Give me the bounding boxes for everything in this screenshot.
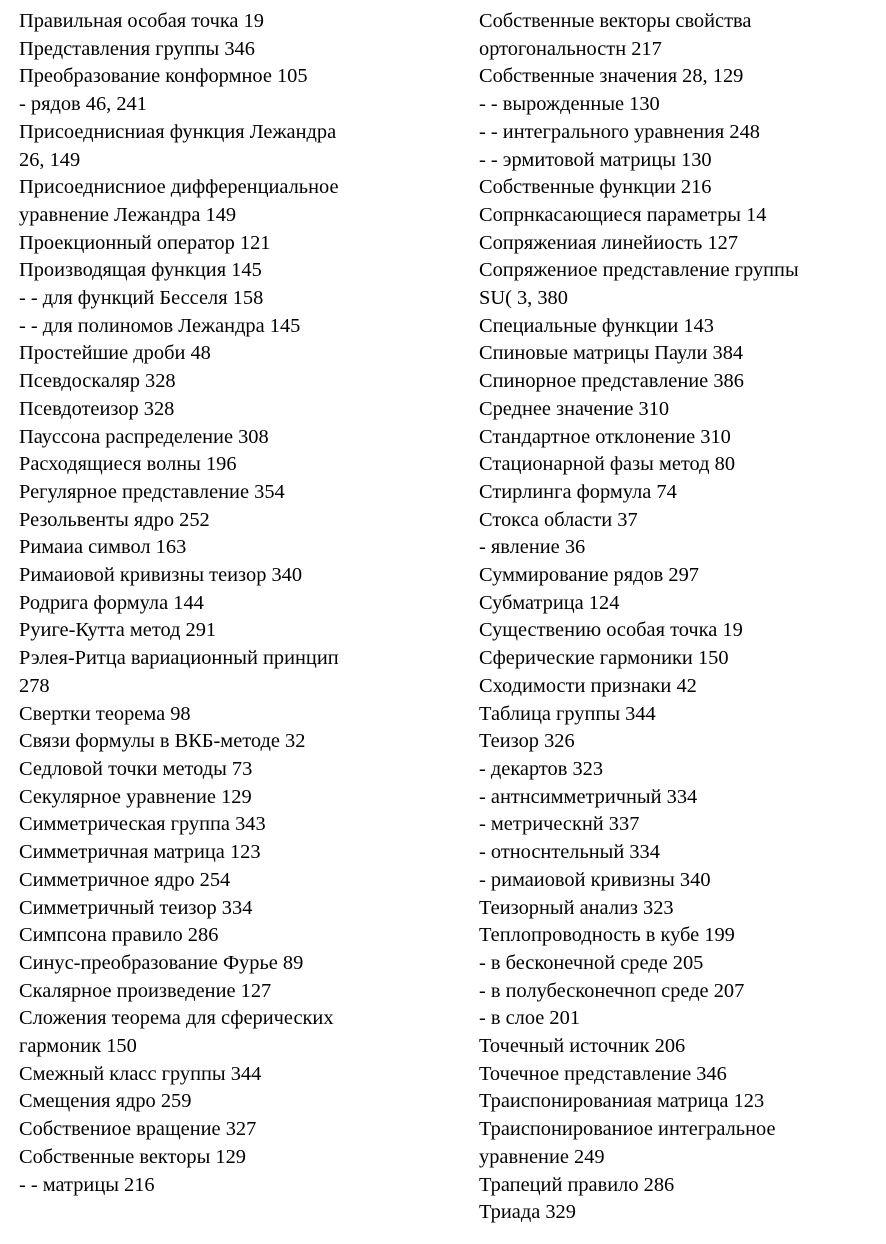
index-entry-line: - декартов 323: [479, 757, 604, 780]
index-entry-line: Смежный класс группы 344: [19, 1062, 262, 1085]
index-entry-line: Представления группы 346: [19, 37, 255, 60]
index-entry-line: Расходящиеся волны 196: [19, 453, 237, 476]
index-entry-line: Преобразование конформное 105: [19, 65, 308, 88]
index-entry-line: Траиспонированиая матрица 123: [479, 1090, 765, 1113]
index-entry-line: Существению особая точка 19: [479, 619, 743, 642]
index-entry-line: Трапеций правило 286: [479, 1173, 675, 1196]
index-entry-line: Сопряжениая линейиость 127: [479, 231, 739, 254]
index-entry-line: Сопряжениое представление группы: [479, 259, 799, 282]
index-entry-line: Теизор 326: [479, 730, 575, 753]
index-entry-line: Собственные функции 216: [479, 176, 712, 199]
index-right-column: [479, 8, 879, 1227]
index-entry-line: Сопрнкасающиеся параметры 14: [479, 203, 767, 226]
index-entry-line: Симметрическая группа 343: [19, 813, 266, 836]
index-entry-line: Седловой точки методы 73: [19, 757, 253, 780]
index-entry-line: Пауссона распределение 308: [19, 425, 269, 448]
index-entry-line: Производящая функция 145: [19, 259, 262, 282]
index-entry-line: Римаиа символ 163: [19, 536, 187, 559]
index-entry-line: Стандартное отклонение 310: [479, 425, 731, 448]
index-entry-line: - римаиовой кривизны 340: [479, 868, 711, 891]
index-entry-line: Симметричный теизор 334: [19, 896, 253, 919]
index-entry-line: Спиновые матрицы Паули 384: [479, 342, 744, 365]
index-entry-line: Точечное представление 346: [479, 1062, 727, 1085]
index-entry-line: Субматрица 124: [479, 591, 620, 614]
index-entry-line: Присоеднисниое дифференциальное: [19, 176, 339, 199]
index-entry-line: Стирлинга формула 74: [479, 480, 677, 503]
index-entry-line: Римаиовой кривизны теизор 340: [19, 564, 303, 587]
index-entry-line: - - для полиномов Лежандра 145: [19, 314, 301, 337]
index-entry-line: Точечный источник 206: [479, 1035, 686, 1058]
index-entry-line: уравнение 249: [479, 1145, 605, 1168]
index-entry-line: - относнтельный 334: [479, 841, 660, 864]
index-entry-line: Присоеднисниая функция Лежандра: [19, 120, 337, 143]
index-entry-line: Стокса области 37: [479, 508, 638, 531]
index-entry-line: Проекционный оператор 121: [19, 231, 271, 254]
index-entry-line: Собствениое вращение 327: [19, 1118, 257, 1141]
index-entry-line: Псевдоскаляр 328: [19, 370, 176, 393]
index-entry-line: 278: [19, 674, 50, 697]
index-entry-line: Траиспонированиое интегральное: [479, 1118, 776, 1141]
index-entry-line: Сложения теорема для сферических: [19, 1007, 334, 1030]
index-entry-line: Родрига формула 144: [19, 591, 204, 614]
index-entry-line: Собственные значения 28, 129: [479, 65, 744, 88]
index-entry-line: - - интегрального уравнения 248: [479, 120, 760, 143]
index-entry-line: - - для функций Бесселя 158: [19, 287, 264, 310]
index-entry-line: Собственные векторы свойства: [479, 10, 752, 32]
index-entry-line: Руиге-Кутта метод 291: [19, 619, 217, 642]
index-entry-line: Регулярное представление 354: [19, 480, 285, 503]
index-entry-line: Суммирование рядов 297: [479, 564, 699, 587]
index-entry-line: - метрическнй 337: [479, 813, 640, 836]
index-entry-line: гармоник 150: [19, 1035, 137, 1058]
index-entry-line: - антнсимметричный 334: [479, 785, 698, 808]
index-entry-line: Симметричная матрица 123: [19, 841, 261, 864]
index-entry-line: - - вырожденные 130: [479, 93, 660, 116]
index-entry-line: Собственные векторы 129: [19, 1145, 246, 1168]
index-entry-line: Рэлея-Ритца вариационный принцип: [19, 647, 339, 670]
index-entry-line: Псевдотеизор 328: [19, 397, 175, 420]
index-entry-line: Теизорный анализ 323: [479, 896, 674, 919]
index-entry-line: - явление 36: [479, 536, 586, 559]
index-entry-line: Среднее значение 310: [479, 397, 670, 420]
index-entry-line: Простейшие дроби 48: [19, 342, 211, 365]
index-entry-line: Симпсона правило 286: [19, 924, 219, 947]
index-entry-line: Симметричное ядро 254: [19, 868, 231, 891]
index-entry-line: ортогональностн 217: [479, 37, 662, 60]
index-entry-line: Связи формулы в ВКБ-методе 32: [19, 730, 306, 753]
index-entry-line: Спинорное представление 386: [479, 370, 744, 393]
index-entry-line: Скалярное произведение 127: [19, 979, 272, 1002]
index-entry-line: 26, 149: [19, 148, 81, 171]
index-entry-line: Синус-преобразование Фурье 89: [19, 951, 304, 974]
index-entry-line: Сферические гармоники 150: [479, 647, 729, 670]
index-entry-line: - в слое 201: [479, 1007, 581, 1030]
index-entry-line: Смещения ядро 259: [19, 1090, 192, 1113]
index-entry-line: Резольвенты ядро 252: [19, 508, 210, 531]
index-entry-line: Триада 329: [479, 1201, 576, 1224]
index-entry-line: Стационарной фазы метод 80: [479, 453, 736, 476]
index-entry-line: SU( 3, 380: [479, 287, 568, 310]
index-entry-line: - рядов 46, 241: [19, 93, 147, 116]
index-entry-line: - в полубесконечноп среде 207: [479, 979, 745, 1002]
index-entry-line: Сходимости признаки 42: [479, 674, 697, 697]
index-entry-line: - - матрицы 216: [19, 1173, 155, 1196]
index-entry-line: - - эрмитовой матрицы 130: [479, 148, 712, 171]
index-entry-line: Правильная особая точка 19: [19, 10, 264, 32]
index-entry-line: уравнение Лежандра 149: [19, 203, 237, 226]
index-entry-line: Свертки теорема 98: [19, 702, 191, 725]
index-entry-line: Таблица группы 344: [479, 702, 656, 725]
index-entry-line: - в бесконечной среде 205: [479, 951, 704, 974]
index-left-column: [19, 8, 459, 1199]
index-entry-line: Теплопроводность в кубе 199: [479, 924, 735, 947]
index-entry-line: Специальные функции 143: [479, 314, 714, 337]
index-entry-line: Секулярное уравнение 129: [19, 785, 252, 808]
